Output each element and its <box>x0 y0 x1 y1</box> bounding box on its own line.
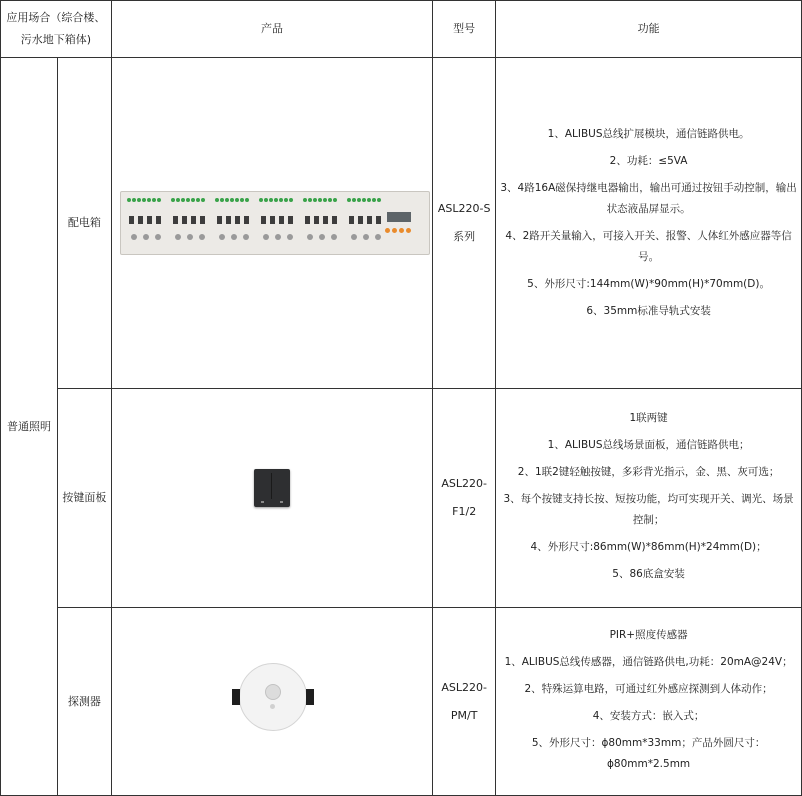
category-cell: 普通照明 <box>1 58 58 796</box>
model-line: 系列 <box>453 230 476 243</box>
product-cell <box>111 58 432 389</box>
header-function: 功能 <box>496 1 802 58</box>
model-line: ASL220- <box>441 680 487 694</box>
function-item: 6、35mm标准导轨式安装 <box>586 305 711 317</box>
row-name: 探测器 <box>57 608 111 796</box>
key-panel-image <box>254 469 290 507</box>
function-item: 5、外形尺寸：ϕ80mm*33mm；产品外圆尺寸：ϕ80mm*2.5mm <box>531 737 766 770</box>
header-model: 型号 <box>433 1 496 58</box>
function-item: 1、ALIBUS总线场景面板，通信链路供电； <box>547 439 750 451</box>
model-line: ASL220- <box>441 477 487 490</box>
function-item: 2、1联2键轻触按键，多彩背光指示，金、黑、灰可选； <box>517 466 780 478</box>
function-item: 5、86底盒安装 <box>612 568 685 580</box>
product-cell <box>111 389 432 608</box>
relay-module-image <box>120 191 430 255</box>
model-cell <box>433 608 496 796</box>
model-line: F1/2 <box>452 505 477 518</box>
header-product: 产品 <box>111 1 432 58</box>
function-cell <box>496 608 802 796</box>
function-item: 4、安装方式：嵌入式； <box>592 710 705 722</box>
function-item: 2、功耗：≤5VA <box>609 155 688 167</box>
function-item: 4、外形尺寸:86mm(W)*86mm(H)*24mm(D)； <box>530 541 767 553</box>
sensor-image <box>239 663 307 731</box>
row-name: 配电箱 <box>57 58 111 389</box>
row-name: 按键面板 <box>57 389 111 608</box>
model-line: PM/T <box>450 708 478 722</box>
function-cell <box>496 389 802 608</box>
table-row <box>1 608 802 796</box>
table-row <box>1 389 802 608</box>
table-row <box>1 58 802 389</box>
function-item: 3、每个按键支持长按、短按功能，均可实现开关、调光、场景控制； <box>503 493 794 526</box>
model-cell <box>433 389 496 608</box>
function-item: 1、ALIBUS总线扩展模块，通信链路供电。 <box>547 128 750 140</box>
header-scenario: 应用场合（综合楼、污水地下箱体) <box>1 1 112 58</box>
function-item: 3、4路16A磁保持继电器输出，输出可通过按钮手动控制，输出状态液晶屏显示。 <box>500 182 797 215</box>
function-cell <box>496 58 802 389</box>
function-item: 4、2路开关量输入，可接入开关、报警、人体红外感应器等信号。 <box>505 230 792 263</box>
function-title: 1联两键 <box>629 412 668 424</box>
function-item: 5、外形尺寸:144mm(W)*90mm(H)*70mm(D)。 <box>527 278 770 290</box>
header-row <box>1 1 802 58</box>
function-item: 1、ALIBUS总线传感器，通信链路供电,功耗：20mA@24V； <box>504 656 793 668</box>
product-cell <box>111 608 432 796</box>
model-line: ASL220-S <box>437 202 491 215</box>
function-title: PIR+照度传感器 <box>609 629 688 641</box>
function-item: 2、特殊运算电路，可通过红外感应探测到人体动作； <box>524 683 773 695</box>
model-cell <box>433 58 496 389</box>
